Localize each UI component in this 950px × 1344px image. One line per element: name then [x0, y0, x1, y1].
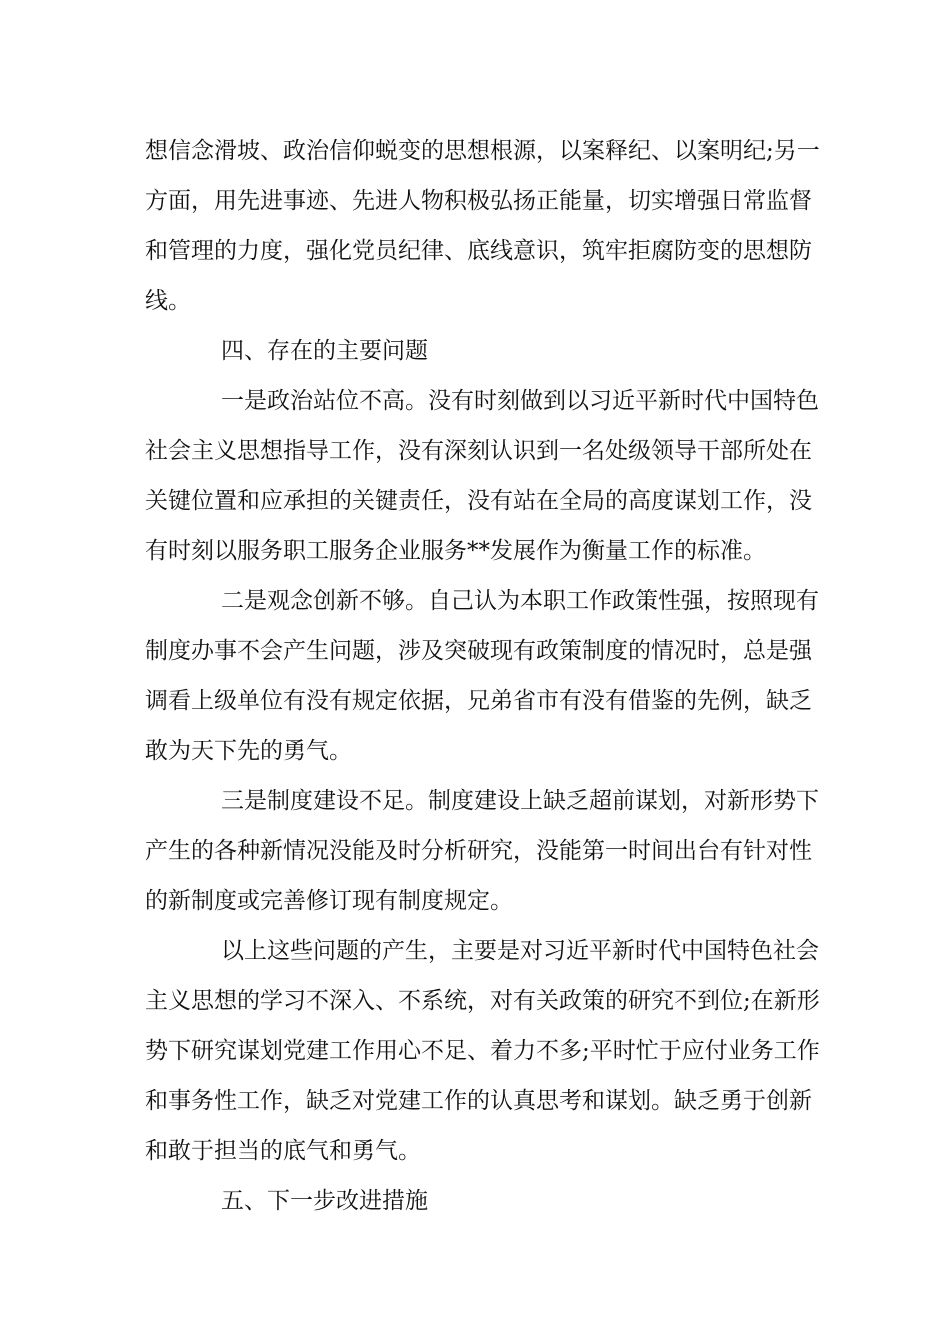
- text-line: 线。: [145, 288, 191, 314]
- text-line: 和事务性工作，缺乏对党建工作的认真思考和谋划。缺乏勇于创新: [145, 1088, 812, 1114]
- text-line: 产生的各种新情况没能及时分析研究，没能第一时间出台有针对性: [145, 838, 812, 864]
- text-line: 关键位置和应承担的关键责任，没有站在全局的高度谋划工作，没: [145, 488, 812, 514]
- text-line: 一是政治站位不高。没有时刻做到以习近平新时代中国特色: [221, 388, 819, 414]
- text-line: 以上这些问题的产生，主要是对习近平新时代中国特色社会: [221, 938, 819, 964]
- text-line: 制度办事不会产生问题，涉及突破现有政策制度的情况时，总是强: [145, 638, 812, 664]
- text-line: 和敢于担当的底气和勇气。: [145, 1138, 421, 1164]
- text-line: 和管理的力度，强化党员纪律、底线意识，筑牢拒腐防变的思想防: [145, 238, 812, 264]
- text-line: 主义思想的学习不深入、不系统，对有关政策的研究不到位;在新形: [145, 988, 820, 1014]
- text-line: 调看上级单位有没有规定依据，兄弟省市有没有借鉴的先例，缺乏: [145, 688, 812, 714]
- text-line: 方面，用先进事迹、先进人物积极弘扬正能量，切实增强日常监督: [145, 188, 812, 214]
- text-line: 三是制度建设不足。制度建设上缺乏超前谋划，对新形势下: [221, 788, 819, 814]
- text-line: 社会主义思想指导工作，没有深刻认识到一名处级领导干部所处在: [145, 438, 812, 464]
- text-line: 有时刻以服务职工服务企业服务**发展作为衡量工作的标准。: [145, 538, 766, 564]
- text-line: 敢为天下先的勇气。: [145, 738, 352, 764]
- text-line: 势下研究谋划党建工作用心不足、着力不多;平时忙于应付业务工作: [145, 1038, 820, 1064]
- text-line: 想信念滑坡、政治信仰蜕变的思想根源，以案释纪、以案明纪;另一: [145, 138, 820, 164]
- section-heading: 四、存在的主要问题: [221, 338, 428, 364]
- section-heading: 五、下一步改进措施: [221, 1188, 428, 1214]
- text-line: 二是观念创新不够。自己认为本职工作政策性强，按照现有: [221, 588, 819, 614]
- text-line: 的新制度或完善修订现有制度规定。: [145, 888, 513, 914]
